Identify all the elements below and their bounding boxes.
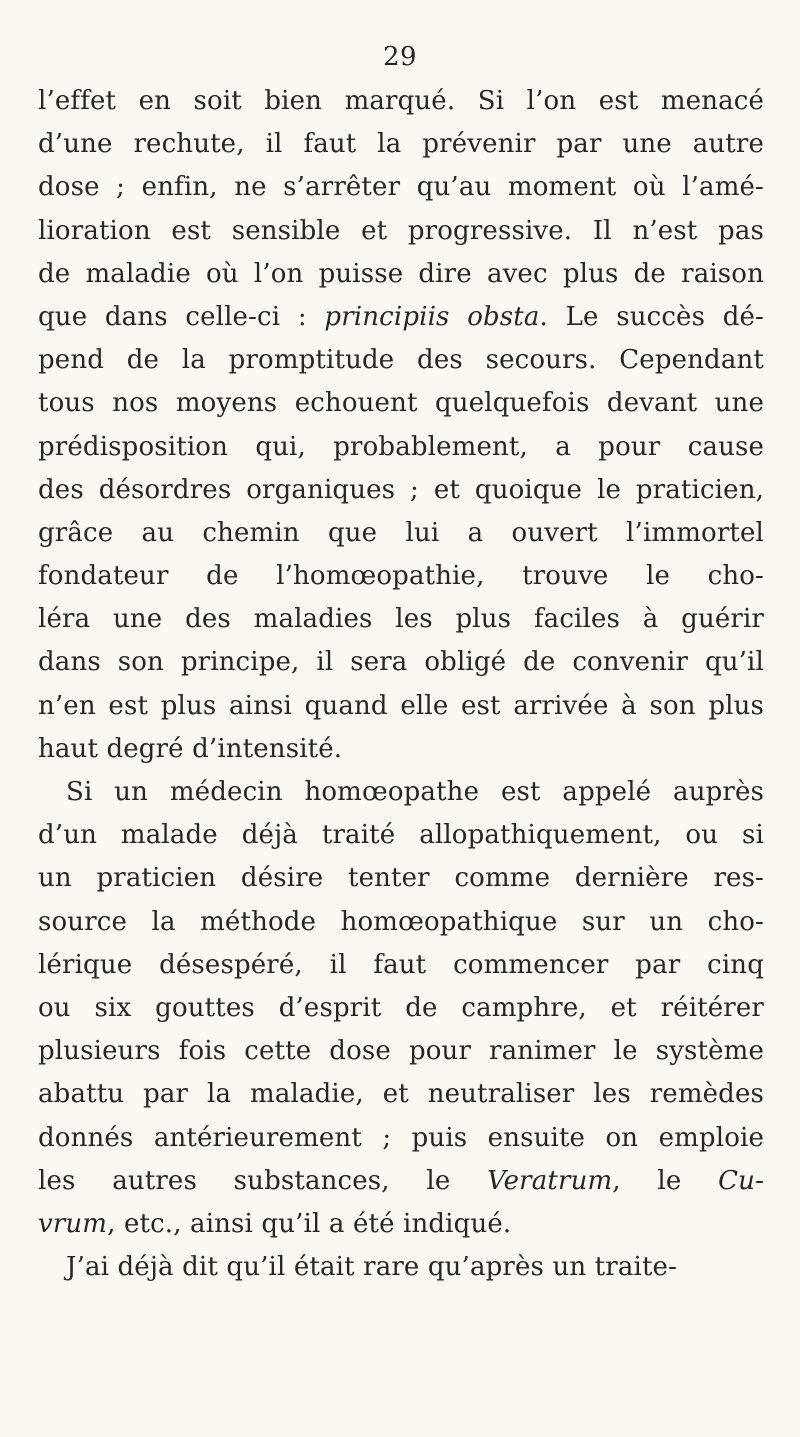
italic-term: Veratrum bbox=[487, 1165, 613, 1196]
text-line: des désordres organiques ; et quoique le praticien, bbox=[38, 474, 764, 505]
text-segment: , etc., ainsi qu’il a été indiqué. bbox=[107, 1208, 512, 1239]
text-segment: les autres substances, le bbox=[38, 1165, 488, 1196]
text-line: léra une des maladies les plus faciles à guérir bbox=[38, 604, 764, 635]
italic-term: vrum bbox=[38, 1208, 108, 1239]
text-line: de maladie où l’on puisse dire avec plus de raison bbox=[38, 258, 764, 289]
text-line: abattu par la maladie, et neutraliser les remèdes bbox=[38, 1079, 764, 1110]
text-line: fondateur de l’homœopathie, trouve le cho- bbox=[38, 561, 764, 592]
text-line: d’une rechute, il faut la prévenir par une autre bbox=[38, 129, 764, 160]
text-line: plusieurs fois cette dose pour ranimer le système bbox=[38, 1036, 764, 1067]
text-line: pend de la promptitude des secours. Cependant bbox=[38, 345, 764, 376]
text-line: source la méthode homœopathique sur un cho- bbox=[38, 906, 764, 937]
text-line: dans son principe, il sera obligé de convenir qu’il bbox=[38, 647, 764, 678]
italic-term: principiis obsta bbox=[324, 301, 540, 332]
text-line: l’effet en soit bien marqué. Si l’on est menacé bbox=[38, 86, 764, 116]
text-line: donnés antérieurement ; puis ensuite on emploie bbox=[38, 1122, 764, 1153]
text-line: grâce au chemin que lui a ouvert l’immortel bbox=[38, 517, 764, 548]
text-line: haut degré d’intensité. bbox=[38, 733, 343, 764]
text-line: n’en est plus ainsi quand elle est arrivée à son plus bbox=[38, 690, 764, 721]
text-line: tous nos moyens echouent quelquefois devant une bbox=[38, 388, 764, 419]
text-segment: que dans celle-ci : bbox=[38, 301, 325, 332]
text-line: J’ai déjà dit qu’il était rare qu’après un traite- bbox=[66, 1252, 678, 1283]
text-line bbox=[38, 1203, 764, 1246]
text-line: lérique désespéré, il faut commencer par cinq bbox=[38, 949, 764, 980]
text-line: Si un médecin homœopathe est appelé auprès bbox=[66, 777, 764, 807]
text-line: ou six gouttes d’esprit de camphre, et réitérer bbox=[38, 992, 764, 1023]
text-line: prédisposition qui, probablement, a pour cause bbox=[38, 431, 764, 462]
text-line: dose ; enfin, ne s’arrêter qu’au moment où l’amé- bbox=[38, 172, 764, 203]
text-line bbox=[38, 1160, 764, 1203]
text-line bbox=[38, 296, 764, 339]
text-line: d’un malade déjà traité allopathiquement, ou si bbox=[38, 820, 764, 851]
text-line: lioration est sensible et progressive. Il n’est pas bbox=[38, 215, 764, 246]
page-number: 29 bbox=[382, 42, 418, 72]
text-line: un praticien désire tenter comme dernière res- bbox=[38, 863, 764, 894]
body-text bbox=[38, 80, 764, 1289]
text-segment: , le bbox=[612, 1165, 719, 1196]
italic-term: Cu- bbox=[718, 1165, 765, 1196]
text-segment: . Le succès dé- bbox=[539, 301, 764, 332]
